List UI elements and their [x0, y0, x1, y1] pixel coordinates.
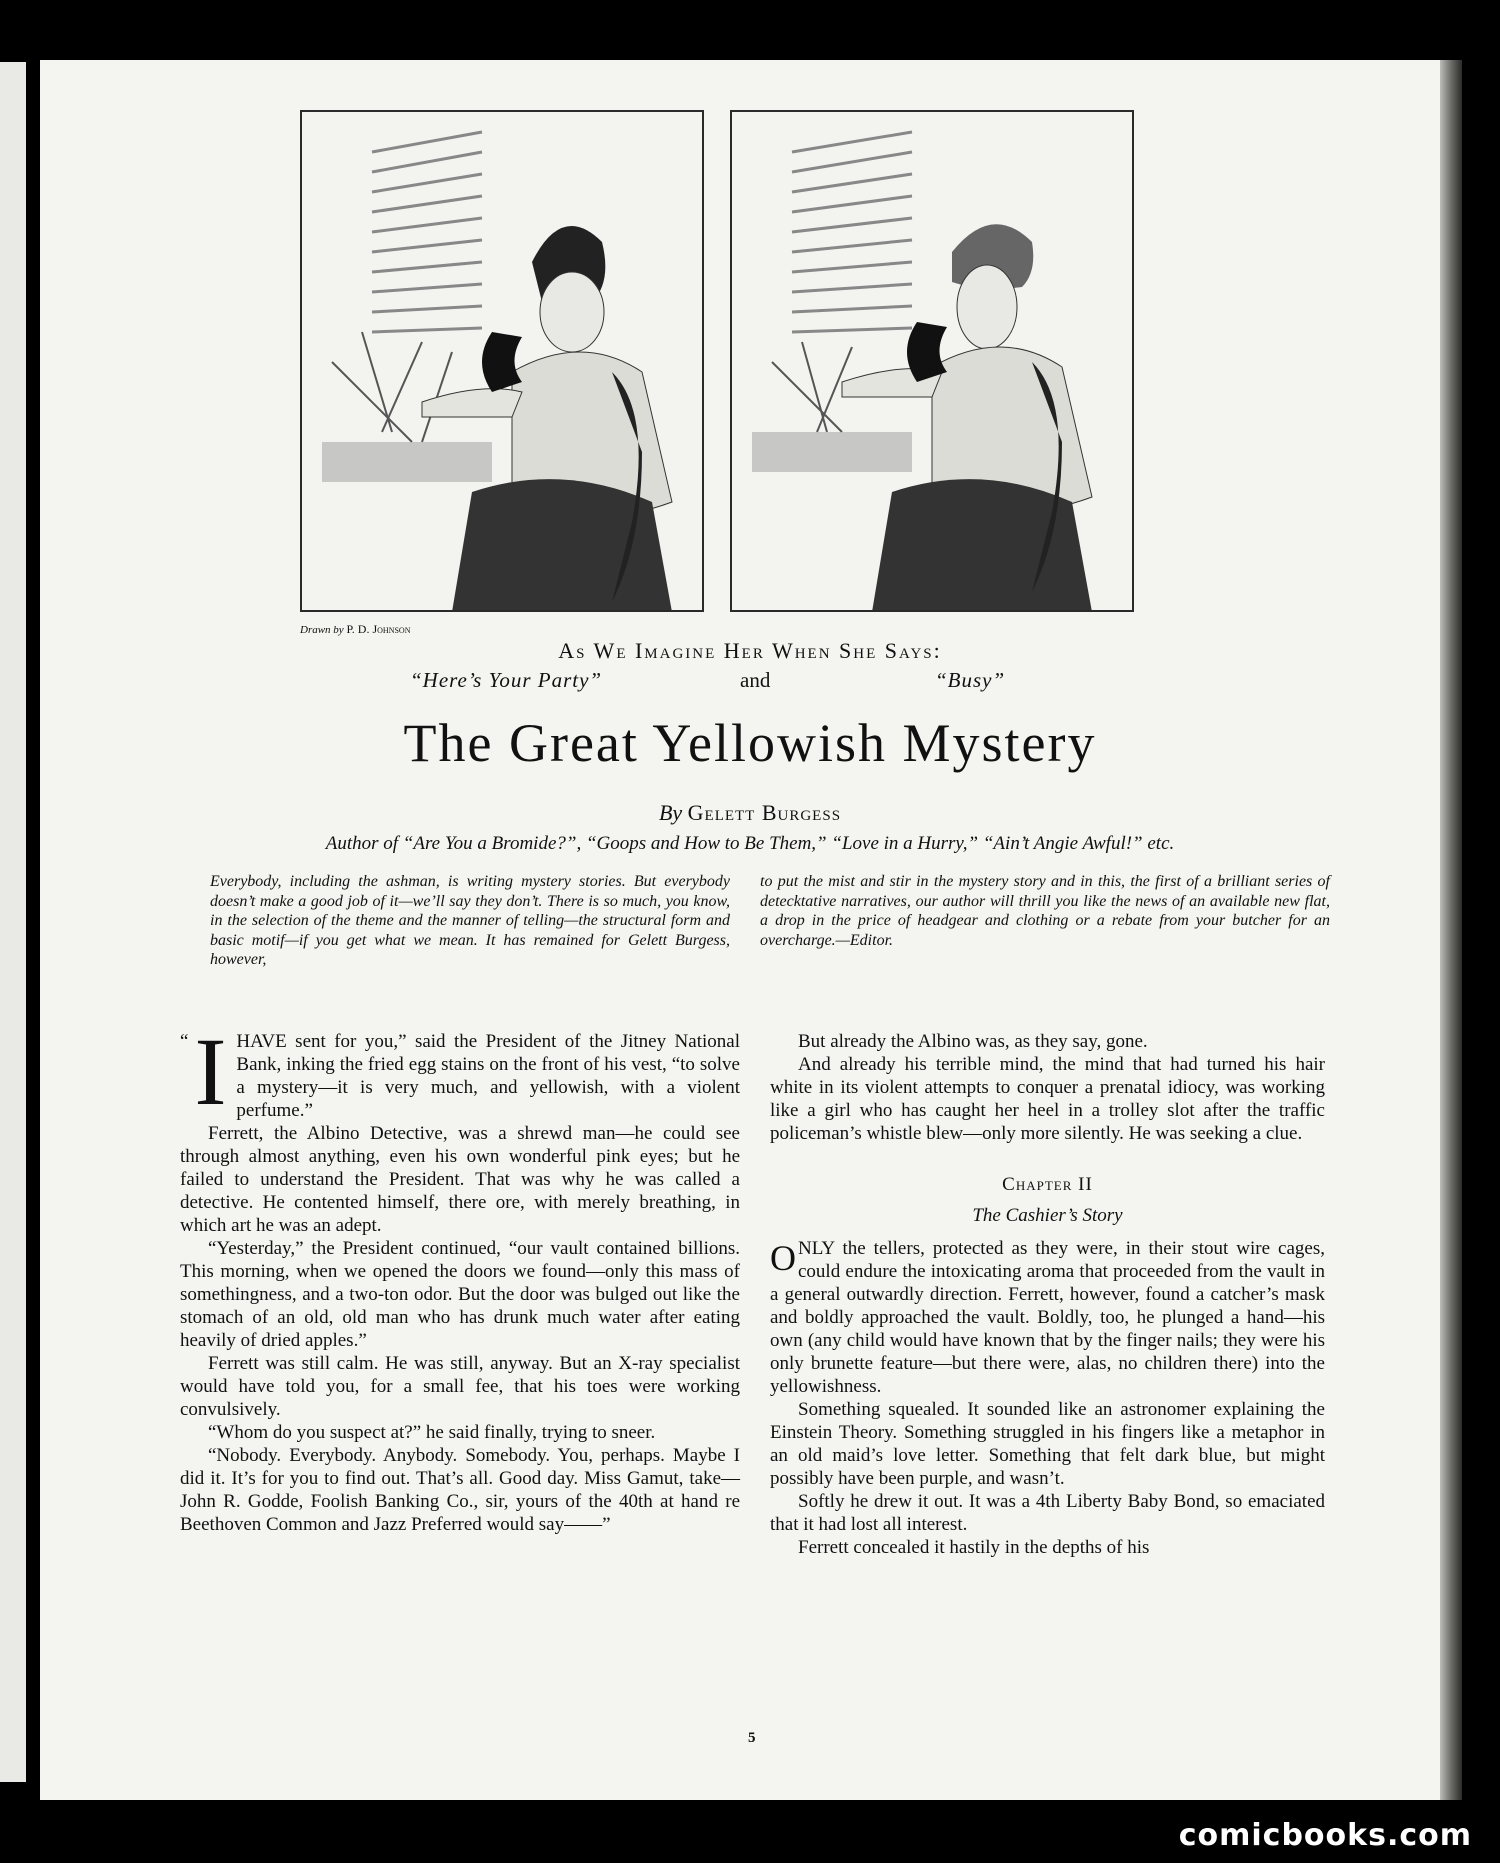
- editor-intro-left: Everybody, including the ashman, is writing mystery stories. But everybody doesn’t make a good job of it—we’ll say they don’t. There is so much, you know, in the selection of the theme and the manner of telling—the structural form and basic motif—if you get what we mean. It has remained for Gelett Burgess, however,: [210, 873, 730, 968]
- editor-intro-right: to put the mist and stir in the mystery story and in this, the first of a brilliant series of detecktative narratives, our author will thrill you like the news of an available new flat, a drop in the price of headgear and clothing or a rebate from your butcher for an overcharge.—Editor.: [760, 873, 1330, 949]
- caption-conjunction: and: [740, 668, 771, 692]
- paragraph: But already the Albino was, as they say, gone.: [798, 1031, 1148, 1052]
- author-credits: Author of “Are You a Bromide?”, “Goops and How to Be Them,” “Love in a Hurry,” “Ain’t Angie Awful!” etc.: [325, 833, 1175, 854]
- drop-cap: I: [194, 1018, 227, 1125]
- young-operator-drawing: [302, 112, 702, 610]
- paragraph: And already his terrible mind, the mind that had turned his hair white in its violent attempts to conquer a prenatal idiocy, was working like a girl who has caught her heel in a trolley slot after the traffic policeman’s whistle blew—only more silently. He was seeking a clue.: [770, 1054, 1325, 1144]
- paragraph: Something squealed. It sounded like an astronomer explaining the Einstein Theory. Something struggled in his fingers like a metaphor in an old maid’s love letter. Something that felt dark blue, but might possibly have been purple, and wasn’t.: [770, 1399, 1325, 1489]
- paragraph: “Nobody. Everybody. Anybody. Somebody. You, perhaps. Maybe I did it. It’s for you to find out. That’s all. Good day. Miss Gamut, take—John R. Godde, Foolish Banking Co., sir, yours of the 40th at hand re Beethoven Common and Jazz Preferred would say——”: [180, 1445, 740, 1535]
- paragraph: Ferrett, the Albino Detective, was a shrewd man—he could see through almost anything, even his own wonderful pink eyes; but he failed to understand the President. That was why he was called a detective. He contented himself, there ore, with merely breathing, in which art he was an adept.: [180, 1123, 740, 1236]
- paragraph: Ferrett was still calm. He was still, anyway. But an X-ray specialist would have told you, for a small fee, that his toes were working convulsively.: [180, 1353, 740, 1420]
- caption-quote-left: “Here’s Your Party”: [410, 668, 603, 692]
- drop-cap: O: [770, 1238, 796, 1278]
- paragraph: Ferrett concealed it hastily in the depths of his: [798, 1537, 1150, 1558]
- paragraph: “Whom do you suspect at?” he said finally, trying to sneer.: [208, 1422, 656, 1443]
- author-name: Gelett Burgess: [687, 800, 842, 825]
- byline: By Gelett Burgess: [658, 800, 842, 825]
- watermark: comicbooks.com: [1178, 1818, 1472, 1853]
- paragraph: “ I HAVE sent for you,” said the President of the Jitney National Bank, inking the fried egg stains on the front of his vest, “to solve a mystery—it is very much, and yellowish, with a violent perfume.”: [180, 1018, 740, 1125]
- illustrator-name: P. D. Johnson: [346, 622, 411, 636]
- caption-quote-right: “Busy”: [935, 668, 1006, 692]
- paragraph: ONLY the tellers, protected as they were, in their stout wire cages, could endure the intoxicating aroma that proceeded from the vault in a general outwardly direction. Ferrett, however, found a catcher’s mask and boldly approached the vault. Boldly, too, he plunged a hand—his own (any child would have known that by the finger nails; they were his only brunette feature—but there were, alas, no children there) into the yellowishness.: [770, 1238, 1325, 1397]
- page-number: 5: [748, 1730, 756, 1746]
- chapter-title: The Cashier’s Story: [972, 1205, 1123, 1226]
- chapter-heading: Chapter II: [1002, 1174, 1093, 1195]
- article-title: The Great Yellowish Mystery: [403, 713, 1097, 773]
- illustration-young-operator: [300, 110, 704, 612]
- left-text-column: [180, 1018, 740, 1536]
- book-spine: [1440, 60, 1462, 1800]
- paragraph: “Yesterday,” the President continued, “our vault contained billions. This morning, when we opened the doors we found—only this mass of somethingness, and a two-ton odor. But the door was bulged out like the stomach of an old, old man who has drunk much water after eating heavily of dried apples.”: [180, 1238, 740, 1351]
- right-text-column: [770, 1030, 1325, 1559]
- illustration-credit: Drawn by P. D. Johnson: [300, 622, 411, 636]
- older-operator-drawing: [732, 112, 1132, 610]
- illustration-caption: As We Imagine Her When She Says:: [558, 638, 942, 663]
- paragraph: Softly he drew it out. It was a 4th Liberty Baby Bond, so emaciated that it had lost all interest.: [770, 1491, 1325, 1535]
- illustration-older-operator: [730, 110, 1134, 612]
- previous-page-edge: [0, 62, 26, 1782]
